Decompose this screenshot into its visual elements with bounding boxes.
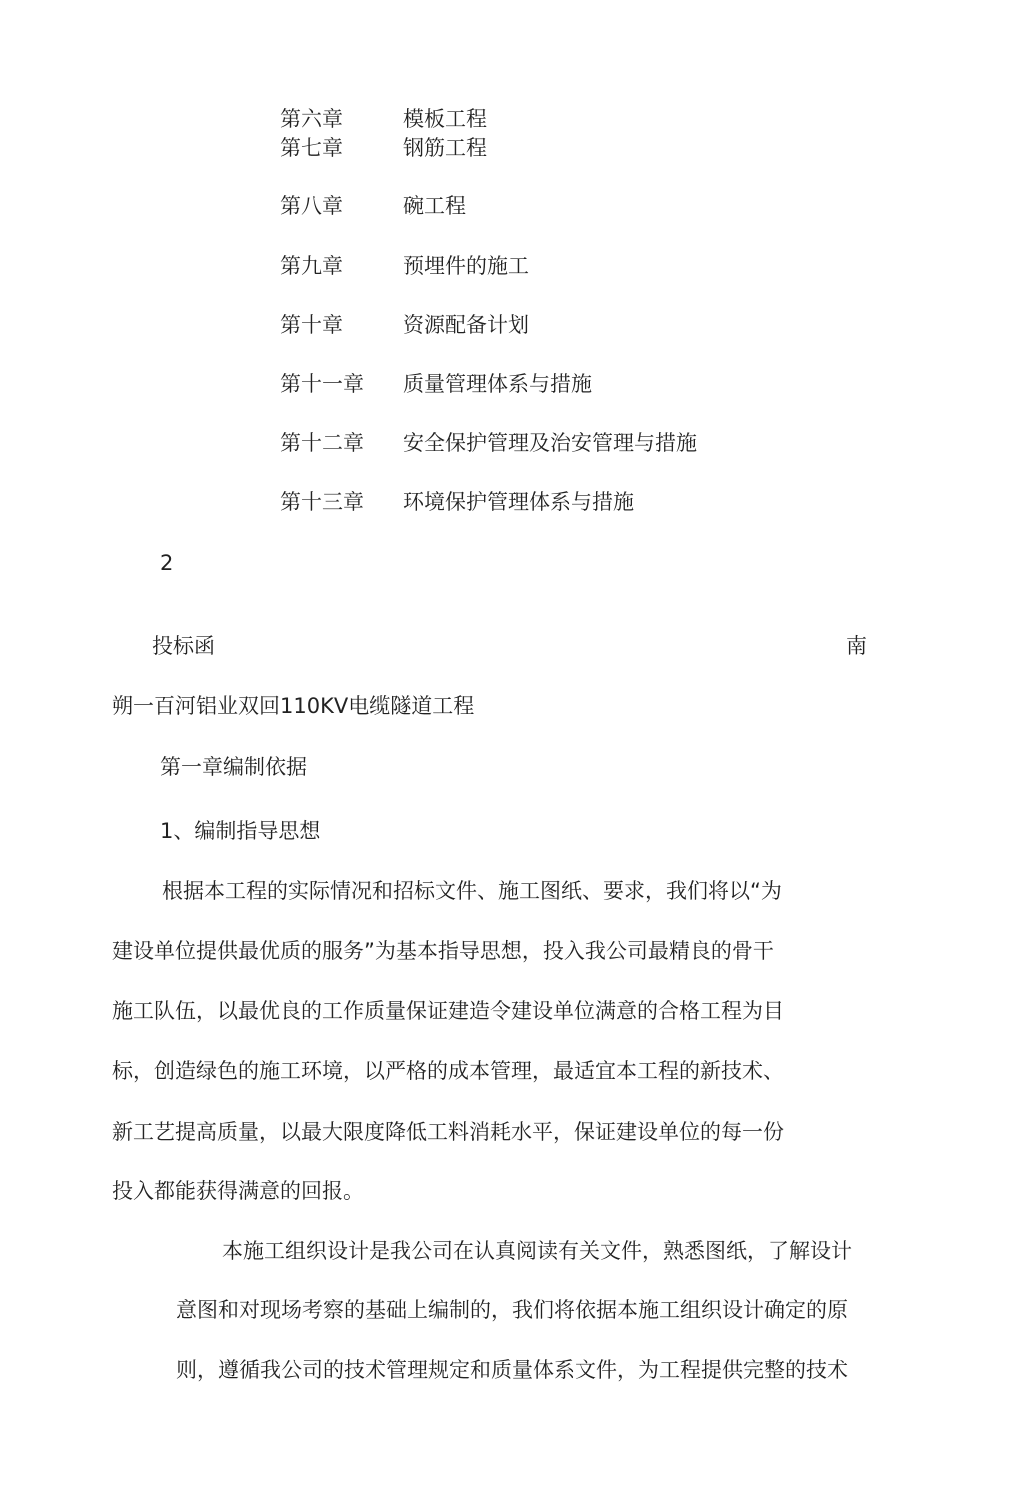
toc-chapter-title: 资源配备计划: [403, 313, 529, 337]
toc-chapter-number: 第十二章: [280, 431, 364, 455]
header-right: 南: [846, 634, 867, 658]
paragraph-line: 投入都能获得满意的回报。: [112, 1179, 364, 1203]
paragraph-line: 标，创造绿色的施工环境，以严格的成本管理，最适宜本工程的新技术、: [112, 1059, 784, 1083]
toc-chapter-title: 模板工程: [403, 107, 487, 131]
toc-chapter-title: 预埋件的施工: [403, 254, 529, 278]
toc-chapter-number: 第十一章: [280, 372, 364, 396]
toc-chapter-number: 第七章: [280, 136, 343, 160]
paragraph-line: 施工队伍，以最优良的工作质量保证建造令建设单位满意的合格工程为目: [112, 999, 784, 1023]
toc-chapter-title: 环境保护管理体系与措施: [403, 490, 634, 514]
toc-chapter-title: 钢筋工程: [403, 136, 487, 160]
paragraph-line: 则，遵循我公司的技术管理规定和质量体系文件，为工程提供完整的技术: [176, 1358, 848, 1382]
toc-chapter-number: 第八章: [280, 194, 343, 218]
paragraph-line: 意图和对现场考察的基础上编制的，我们将依据本施工组织设计确定的原: [176, 1298, 848, 1322]
paragraph-line: 根据本工程的实际情况和招标文件、施工图纸、要求，我们将以“为: [162, 879, 782, 903]
toc-chapter-title: 碗工程: [403, 194, 466, 218]
page-number: 2: [160, 551, 174, 575]
toc-chapter-number: 第十章: [280, 313, 343, 337]
paragraph-line: 建设单位提供最优质的服务”为基本指导思想，投入我公司最精良的骨干: [112, 939, 774, 963]
toc-chapter-title: 质量管理体系与措施: [403, 372, 592, 396]
toc-chapter-number: 第六章: [280, 107, 343, 131]
section-heading: 1、编制指导思想: [160, 819, 321, 843]
chapter-heading: 第一章编制依据: [160, 755, 307, 779]
toc-chapter-number: 第十三章: [280, 490, 364, 514]
toc-chapter-number: 第九章: [280, 254, 343, 278]
paragraph-line: 本施工组织设计是我公司在认真阅读有关文件，熟悉图纸，了解设计: [222, 1239, 852, 1263]
project-title: 朔一百河铝业双回110KV电缆隧道工程: [112, 694, 475, 718]
paragraph-line: 新工艺提高质量，以最大限度降低工料消耗水平，保证建设单位的每一份: [112, 1120, 784, 1144]
header-left: 投标函: [152, 634, 215, 658]
toc-chapter-title: 安全保护管理及治安管理与措施: [403, 431, 697, 455]
